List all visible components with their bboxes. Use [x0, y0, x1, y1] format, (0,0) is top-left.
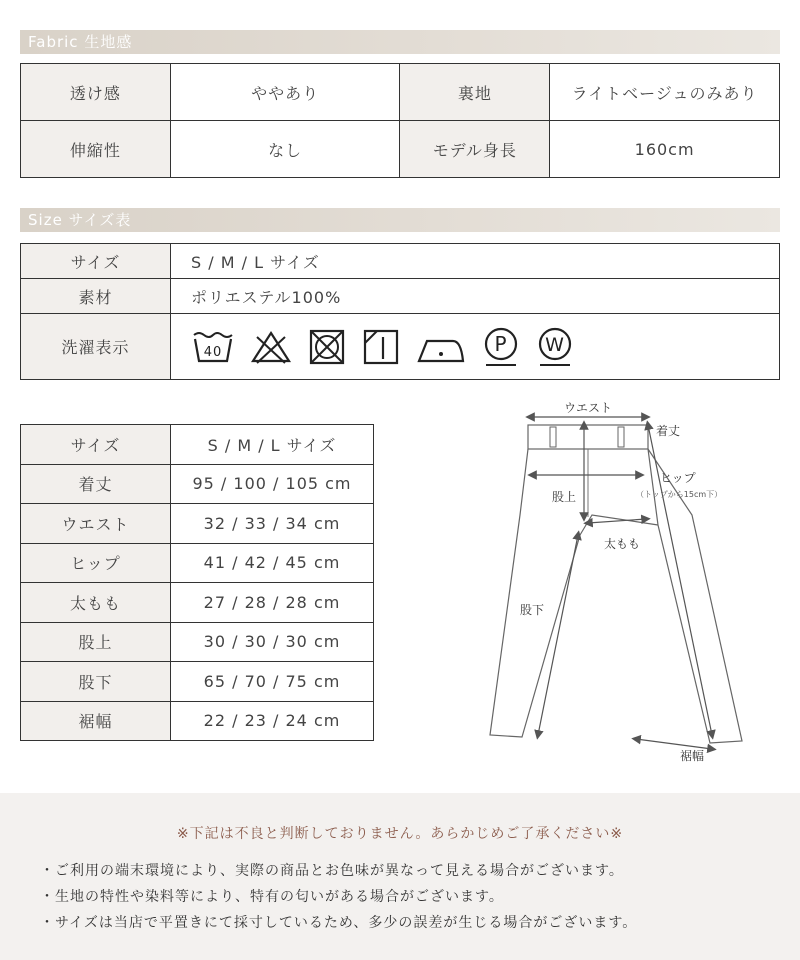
table-cell: 27 / 28 / 28 cm: [171, 583, 374, 623]
diagram-label-waist: ウエスト: [564, 401, 613, 415]
size-table: [20, 424, 374, 741]
table-cell: 30 / 30 / 30 cm: [171, 622, 374, 662]
notice-box: [0, 793, 800, 960]
table-cell: 41 / 42 / 45 cm: [171, 543, 374, 583]
table-row: [21, 64, 780, 121]
table-cell: S / M / L サイズ: [171, 244, 780, 279]
diagram-label-thigh: 太もも: [604, 537, 641, 551]
table-cell: 65 / 70 / 75 cm: [171, 662, 374, 702]
table-cell: 裾幅: [21, 701, 171, 741]
diagram-label-hip-note: （トップから15cm下）: [636, 490, 723, 499]
table-cell: 透け感: [21, 64, 171, 121]
size-section-title: Size サイズ表: [20, 208, 780, 232]
table-cell: ヒップ: [21, 543, 171, 583]
fabric-table: [20, 63, 780, 178]
table-cell: ポリエステル100%: [171, 279, 780, 314]
notice-line: ・生地の特性や染料等により、特有の匂いがある場合がございます。: [40, 889, 504, 905]
table-cell: 着丈: [21, 464, 171, 504]
care-icons-cell: [171, 314, 780, 380]
notice-title: ※下記は不良と判断しておりません。あらかじめご了承ください※: [176, 826, 624, 842]
size-info-table: [20, 243, 780, 380]
notice-line: ・サイズは当店で平置きにて採寸しているため、多少の誤差が生じる場合がございます。: [40, 915, 638, 931]
pants-outline: [480, 395, 780, 770]
table-row: [21, 622, 374, 662]
diagram-label-hem: 裾幅: [680, 749, 705, 763]
table-cell: 素材: [21, 279, 171, 314]
table-row: [21, 543, 374, 583]
table-cell: サイズ: [21, 425, 171, 465]
care-icons: [191, 326, 779, 368]
table-cell: 股上: [21, 622, 171, 662]
wash-40-icon: [191, 327, 235, 367]
table-cell: 股下: [21, 662, 171, 702]
diagram-label-inseam: 股下: [520, 603, 545, 617]
table-cell: 95 / 100 / 105 cm: [171, 464, 374, 504]
table-cell: 裏地: [400, 64, 550, 121]
diagram-label-rise: 股上: [552, 490, 577, 504]
table-cell: S / M / L サイズ: [171, 425, 374, 465]
no-tumble-dry-icon: [307, 327, 347, 367]
table-cell: ライトベージュのみあり: [550, 64, 780, 121]
fabric-section-title: Fabric 生地感: [20, 30, 780, 54]
table-row: [21, 279, 780, 314]
no-bleach-icon: [249, 327, 293, 367]
table-row: [21, 583, 374, 623]
table-row: [21, 121, 780, 178]
pants-diagram: [480, 395, 780, 770]
table-row: [21, 504, 374, 544]
table-cell: ややあり: [170, 64, 400, 121]
notice-lines: [40, 858, 637, 936]
notice-line: ・ご利用の端末環境により、実際の商品とお色味が異なって見える場合がございます。: [40, 863, 624, 879]
table-row: [21, 314, 780, 380]
diagram-label-length: 着丈: [656, 424, 681, 438]
table-row: [21, 701, 374, 741]
table-cell: 160cm: [550, 121, 780, 178]
table-row: [21, 464, 374, 504]
table-cell: なし: [170, 121, 400, 178]
table-cell: 太もも: [21, 583, 171, 623]
table-row: [21, 662, 374, 702]
table-cell: 洗濯表示: [21, 314, 171, 380]
table-row: [21, 244, 780, 279]
diagram-label-hip: ヒップ: [660, 471, 696, 485]
table-cell: ウエスト: [21, 504, 171, 544]
iron-low-icon: [415, 327, 467, 367]
table-row: [21, 425, 374, 465]
dry-clean-p-text: P: [494, 331, 508, 356]
dry-clean-p-icon: [481, 326, 521, 368]
line-dry-shade-icon: [361, 327, 401, 367]
table-cell: 伸縮性: [21, 121, 171, 178]
table-cell: モデル身長: [400, 121, 550, 178]
wet-clean-w-icon: [535, 326, 575, 368]
wash-temp-text: 40: [203, 344, 223, 360]
table-cell: 32 / 33 / 34 cm: [171, 504, 374, 544]
table-cell: サイズ: [21, 244, 171, 279]
wet-clean-w-text: W: [545, 333, 565, 356]
table-cell: 22 / 23 / 24 cm: [171, 701, 374, 741]
